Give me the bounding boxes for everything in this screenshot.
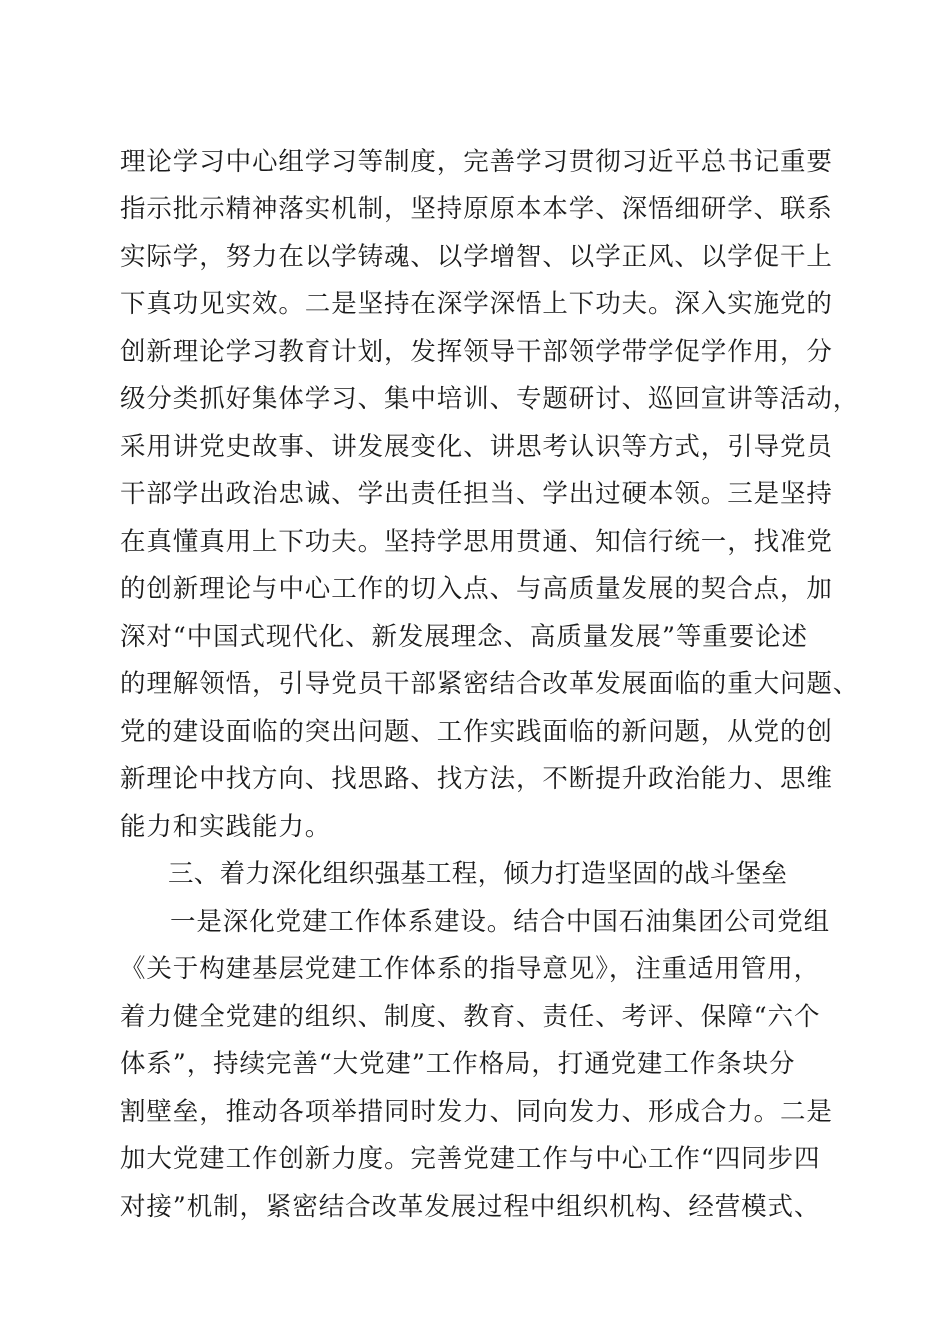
- body-line: 理论学习中心组学习等制度，完善学习贯彻习近平总书记重要: [120, 147, 833, 177]
- body-line: 一是深化党建工作体系建设。结合中国石油集团公司党组: [170, 907, 831, 937]
- body-line: 在真懂真用上下功夫。坚持学思用贯通、知信行统一，找准党: [120, 527, 833, 557]
- body-line: 下真功见实效。二是坚持在深学深悟上下功夫。深入实施党的: [120, 289, 833, 319]
- body-line: 新理论中找方向、找思路、找方法，不断提升政治能力、思维: [120, 764, 833, 794]
- section-heading: 三、着力深化组织强基工程，倾力打造坚固的战斗堡垒: [168, 859, 788, 889]
- body-line: 级分类抓好集体学习、集中培训、专题研讨、巡回宣讲等活动，: [120, 384, 860, 414]
- body-line: 着力健全党建的组织、制度、教育、责任、考评、保障“六个: [120, 1002, 821, 1032]
- body-line: 深对“中国式现代化、新发展理念、高质量发展”等重要论述: [120, 622, 808, 652]
- body-line: 干部学出政治忠诚、学出责任担当、学出过硬本领。三是坚持: [120, 479, 833, 509]
- body-line: 的理解领悟，引导党员干部紧密结合改革发展面临的重大问题、: [120, 669, 860, 699]
- body-line: 采用讲党史故事、讲发展变化、讲思考认识等方式，引导党员: [120, 432, 833, 462]
- body-line: 能力和实践能力。: [120, 812, 332, 842]
- body-line: 对接”机制，紧密结合改革发展过程中组织机构、经营模式、: [120, 1192, 821, 1222]
- body-line: 加大党建工作创新力度。完善党建工作与中心工作“四同步四: [120, 1144, 821, 1174]
- body-line: 实际学，努力在以学铸魂、以学增智、以学正风、以学促干上: [120, 242, 833, 272]
- body-line: 党的建设面临的突出问题、工作实践面临的新问题，从党的创: [120, 717, 833, 747]
- body-line: 割壁垒，推动各项举措同时发力、同向发力、形成合力。二是: [120, 1097, 833, 1127]
- body-line: 体系”，持续完善“大党建”工作格局，打通党建工作条块分: [120, 1049, 796, 1079]
- body-line: 《关于构建基层党建工作体系的指导意见》，注重适用管用，: [120, 954, 821, 984]
- body-line: 指示批示精神落实机制，坚持原原本本学、深悟细研学、联系: [120, 194, 833, 224]
- body-line: 创新理论学习教育计划，发挥领导干部领学带学促学作用，分: [120, 337, 833, 367]
- body-line: 的创新理论与中心工作的切入点、与高质量发展的契合点，加: [120, 574, 833, 604]
